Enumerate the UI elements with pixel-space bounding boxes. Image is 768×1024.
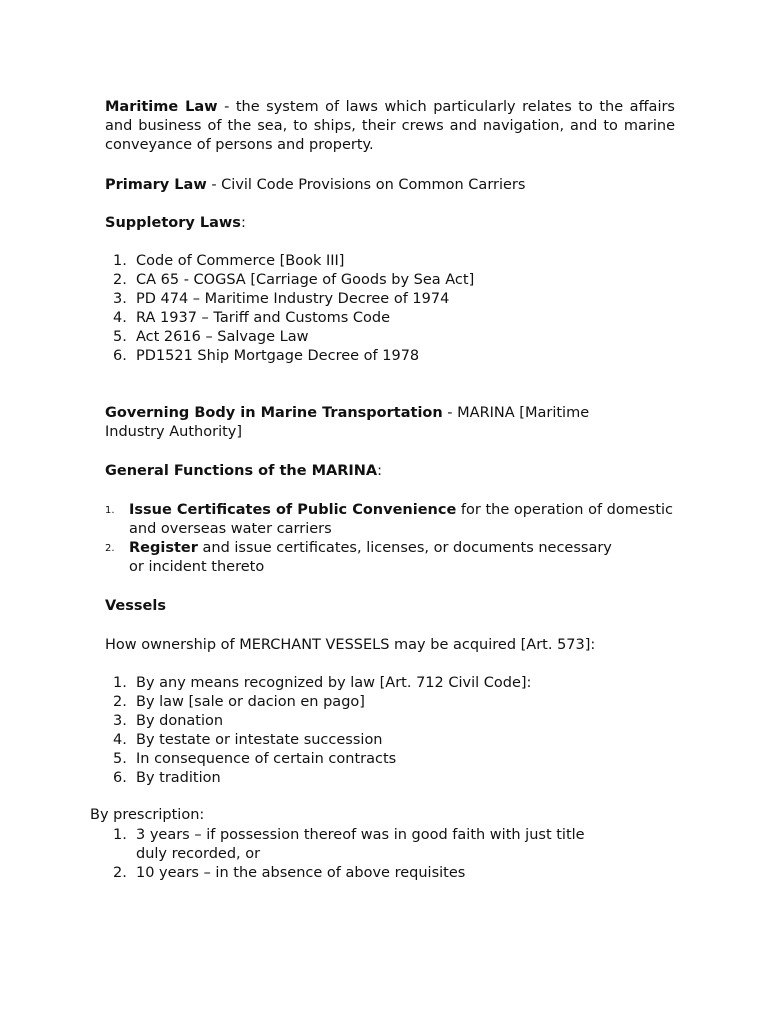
list-item-text: RA 1937 – Tariff and Customs Code [136, 310, 391, 326]
list-item-bold: Issue Certificates of Public Convenience [129, 502, 457, 518]
list-item-text: 3 years – if possession thereof was in good faith with just title duly recorded, or [136, 827, 585, 862]
list-number: 1. [113, 827, 127, 843]
list-number: 2. [105, 543, 115, 554]
list-item-text: By donation [136, 713, 224, 729]
list-number: 5. [113, 329, 127, 345]
list-number: 3. [113, 713, 127, 729]
suppletory-heading [105, 214, 675, 233]
prescription-heading: By prescription: [90, 807, 205, 823]
list-item-text: Code of Commerce [Book III] [136, 253, 345, 269]
list-number: 6. [113, 770, 127, 786]
list-number: 1. [113, 253, 127, 269]
list-item [105, 693, 675, 712]
list-item [105, 271, 675, 290]
list-item [105, 290, 675, 309]
list-item [105, 539, 629, 577]
list-item-text: By any means recognized by law [Art. 712 Civil Code]: [136, 675, 532, 691]
functions-heading-text: General Functions of the MARINA [105, 463, 378, 479]
list-number: 4. [113, 310, 127, 326]
maritime-law-paragraph [105, 98, 675, 155]
vessels-heading [105, 597, 675, 616]
list-item [105, 769, 675, 788]
list-number: 6. [113, 348, 127, 364]
governing-body-paragraph [105, 404, 625, 442]
maritime-law-definition: - the system of laws which particularly relates to the affairs and business of the sea, to ships, their crews and navigation, and to marine conveyance of persons and property. [105, 99, 675, 153]
vessels-heading-text: Vessels [105, 598, 166, 614]
suppletory-heading-colon: : [240, 215, 246, 231]
list-item [105, 864, 625, 883]
primary-law-paragraph [105, 176, 675, 195]
list-item [105, 309, 675, 328]
list-item [105, 750, 675, 769]
list-number: 2. [113, 694, 127, 710]
list-item-text: By law [sale or dacion en pago] [136, 694, 365, 710]
list-number: 3. [113, 291, 127, 307]
list-item-text: CA 65 - COGSA [Carriage of Goods by Sea Act] [136, 272, 475, 288]
list-item-bold: Register [129, 540, 198, 556]
governing-body-term: Governing Body in Marine Transportation [105, 405, 443, 421]
functions-list [105, 501, 675, 577]
list-item [105, 501, 675, 539]
list-number: 1. [113, 675, 127, 691]
list-item [105, 347, 675, 366]
list-number: 4. [113, 732, 127, 748]
list-item-text: 10 years – in the absence of above requisites [136, 865, 466, 881]
list-item [105, 252, 675, 271]
list-item-text: PD 474 – Maritime Industry Decree of 1974 [136, 291, 450, 307]
list-item [105, 731, 675, 750]
list-number: 1. [105, 505, 115, 516]
list-number: 2. [113, 272, 127, 288]
functions-heading [105, 462, 675, 481]
suppletory-heading-text: Suppletory Laws [105, 215, 241, 231]
vessels-list [105, 674, 675, 788]
list-item [105, 712, 675, 731]
list-item-text: By testate or intestate succession [136, 732, 383, 748]
list-item-text: By tradition [136, 770, 221, 786]
list-item-text: PD1521 Ship Mortgage Decree of 1978 [136, 348, 420, 364]
suppletory-list [105, 252, 675, 366]
prescription-list [105, 826, 625, 883]
list-number: 2. [113, 865, 127, 881]
vessels-intro: How ownership of MERCHANT VESSELS may be acquired [Art. 573]: [105, 637, 596, 653]
list-item-text: In consequence of certain contracts [136, 751, 397, 767]
primary-law-term: Primary Law [105, 177, 207, 193]
maritime-law-term: Maritime Law [105, 99, 218, 115]
functions-heading-colon: : [377, 463, 383, 479]
list-item [105, 826, 616, 864]
list-item-text: for the operation of domestic and overseas water carriers [129, 502, 674, 537]
list-item-text: and issue certificates, licenses, or documents necessary or incident thereto [129, 540, 612, 575]
list-item-text: Act 2616 – Salvage Law [136, 329, 309, 345]
list-item [105, 328, 675, 347]
governing-body-definition: - MARINA [Maritime Industry Authority] [105, 405, 590, 440]
list-item [105, 674, 675, 693]
list-number: 5. [113, 751, 127, 767]
primary-law-definition: - Civil Code Provisions on Common Carriers [206, 177, 526, 193]
